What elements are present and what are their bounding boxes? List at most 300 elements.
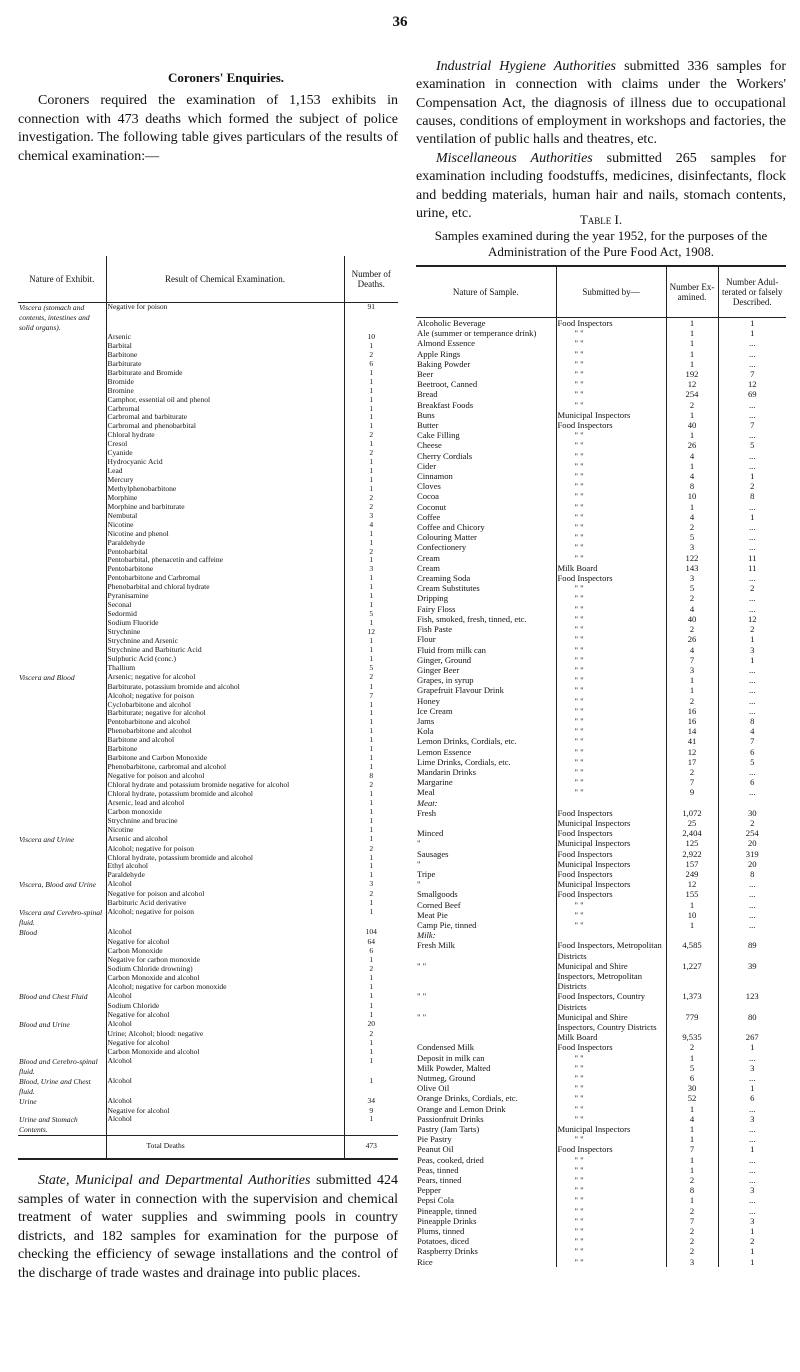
- table-row: [18, 1039, 398, 1048]
- table-row: [18, 947, 398, 956]
- deaths-cell: 1: [344, 899, 398, 908]
- deaths-cell: 5: [344, 610, 398, 619]
- table-row: [416, 430, 786, 440]
- submitted-cell: " ": [556, 1093, 666, 1103]
- table-row: [18, 512, 398, 521]
- examined-cell: 10: [666, 491, 718, 501]
- sample-cell: Flour: [417, 634, 436, 645]
- adulterated-cell: ...: [718, 573, 786, 583]
- sample-cell: Almond Essence: [417, 338, 475, 349]
- exhibit-cell: [18, 610, 106, 619]
- table-row: [18, 556, 398, 565]
- adulterated-cell: ...: [718, 604, 786, 614]
- sample-cell: Coffee: [417, 511, 441, 522]
- adulterated-cell: ...: [718, 502, 786, 512]
- examined-cell: 1: [666, 318, 718, 329]
- table-row: [18, 1107, 398, 1116]
- exhibit-cell: [18, 1107, 106, 1116]
- table-row: [416, 879, 786, 889]
- sample-cell: Cinnamon: [417, 471, 453, 482]
- deaths-cell: 1: [344, 467, 398, 476]
- sample-cell: Grapes, in syrup: [417, 675, 474, 686]
- examined-cell: 2: [666, 1175, 718, 1185]
- exhibit-cell: [18, 709, 106, 718]
- table-row: [416, 1236, 786, 1246]
- result-cell: Pentobarbitone: [106, 565, 344, 574]
- adulterated-cell: 1: [718, 1083, 786, 1093]
- submitted-cell: Food Inspectors: [556, 889, 666, 899]
- submitted-cell: Food Inspectors: [556, 808, 666, 818]
- submitted-cell: " ": [556, 451, 666, 461]
- table-row: [18, 1057, 398, 1077]
- result-cell: Alcohol; negative for poison: [106, 845, 344, 854]
- table-row: [416, 838, 786, 848]
- sample-cell: Jams: [417, 715, 435, 726]
- col-adulterated-header: Number Adul-terated or falsely Described.: [718, 266, 786, 318]
- submitted-cell: " ": [556, 696, 666, 706]
- adulterated-cell: 69: [718, 389, 786, 399]
- table-row: [416, 1083, 786, 1093]
- result-cell: Alcohol: [106, 1115, 344, 1136]
- table-row: [416, 542, 786, 552]
- submitted-cell: Municipal Inspectors: [556, 859, 666, 869]
- adulterated-cell: ...: [718, 767, 786, 777]
- adulterated-cell: ...: [718, 1206, 786, 1216]
- examined-cell: 12: [666, 879, 718, 889]
- exhibit-cell: [18, 431, 106, 440]
- deaths-cell: 2: [344, 845, 398, 854]
- industrial-title: Industrial Hygiene Authorities: [436, 59, 617, 74]
- exhibit-cell: [18, 494, 106, 503]
- submitted-cell: " ": [556, 593, 666, 603]
- table-row: [416, 389, 786, 399]
- deaths-cell: 1: [344, 745, 398, 754]
- examined-cell: 143: [666, 563, 718, 573]
- exhibit-cell: [18, 655, 106, 664]
- result-cell: Chloral hydrate and potassium bromide negative for alcohol: [106, 781, 344, 790]
- submitted-cell: Food Inspectors: [556, 869, 666, 879]
- exhibit-cell: Viscera and Cerebro-spinal fluid.: [19, 908, 103, 928]
- sample-cell: Lemon Drinks, Cordials, etc.: [417, 736, 517, 747]
- sample-cell: Fish, smoked, fresh, tinned, etc.: [417, 613, 527, 624]
- deaths-cell: 1: [344, 754, 398, 763]
- adulterated-cell: ...: [718, 410, 786, 420]
- table-row: [18, 928, 398, 938]
- deaths-cell: 1: [344, 619, 398, 628]
- result-cell: Sedormid: [106, 610, 344, 619]
- submitted-cell: [556, 798, 666, 808]
- adulterated-cell: 8: [718, 869, 786, 879]
- adulterated-cell: 11: [718, 553, 786, 563]
- table-row: [416, 1226, 786, 1236]
- table-row: [18, 790, 398, 799]
- sample-cell: Cherry Cordials: [417, 450, 473, 461]
- examined-cell: 254: [666, 389, 718, 399]
- sample-cell: Butter: [417, 420, 439, 431]
- examined-cell: 1: [666, 685, 718, 695]
- table-row: [18, 709, 398, 718]
- result-cell: Seconal: [106, 601, 344, 610]
- table-row: [18, 342, 398, 351]
- sample-cell: Olive Oil: [417, 1083, 450, 1094]
- adulterated-cell: 5: [718, 440, 786, 450]
- table-row: [416, 665, 786, 675]
- adulterated-cell: 12: [718, 379, 786, 389]
- adulterated-cell: ...: [718, 665, 786, 675]
- examined-cell: 14: [666, 726, 718, 736]
- examined-cell: 7: [666, 1144, 718, 1154]
- table-row: [416, 624, 786, 634]
- table-row: [416, 787, 786, 797]
- table-row: [18, 601, 398, 610]
- exhibit-cell: [18, 503, 106, 512]
- submitted-cell: " ": [556, 512, 666, 522]
- table-row: [416, 920, 786, 930]
- deaths-cell: 1: [344, 992, 398, 1002]
- table-row: [416, 502, 786, 512]
- table-row: [18, 628, 398, 637]
- result-cell: Carbromal: [106, 405, 344, 414]
- result-cell: Phenobarbitone and alcohol: [106, 727, 344, 736]
- exhibit-cell: [18, 378, 106, 387]
- examined-cell: 1: [666, 1053, 718, 1063]
- adulterated-cell: ...: [718, 685, 786, 695]
- exhibit-cell: Viscera, Blood and Urine: [19, 880, 96, 890]
- examined-cell: 6: [666, 1073, 718, 1083]
- result-cell: Negative for poison and alcohol: [106, 890, 344, 899]
- examined-cell: 7: [666, 655, 718, 665]
- table-row: [18, 664, 398, 673]
- adulterated-cell: 30: [718, 808, 786, 818]
- table-row: [416, 410, 786, 420]
- deaths-cell: 2: [344, 449, 398, 458]
- table-row: [416, 736, 786, 746]
- exhibit-cell: [18, 646, 106, 655]
- table-row: [18, 826, 398, 835]
- deaths-cell: 1: [344, 646, 398, 655]
- sample-cell: Pineapple Drinks: [417, 1215, 477, 1226]
- deaths-cell: 1: [344, 808, 398, 817]
- table-row: [18, 619, 398, 628]
- table-row: [416, 1165, 786, 1175]
- exhibit-cell: [18, 405, 106, 414]
- adulterated-cell: ...: [718, 593, 786, 603]
- submitted-cell: " ": [556, 910, 666, 920]
- deaths-cell: 1: [344, 701, 398, 710]
- result-cell: Alcohol: [106, 992, 344, 1002]
- adulterated-cell: 6: [718, 777, 786, 787]
- table-row: [416, 634, 786, 644]
- submitted-cell: Municipal Inspectors: [556, 818, 666, 828]
- exhibit-cell: [18, 808, 106, 817]
- deaths-cell: 2: [344, 890, 398, 899]
- result-cell: Nicotine: [106, 521, 344, 530]
- adulterated-cell: 39: [718, 961, 786, 992]
- table-row: [416, 991, 786, 1011]
- table-row: [416, 940, 786, 960]
- table-row: [18, 467, 398, 476]
- sample-cell: Milk Powder, Malted: [417, 1062, 491, 1073]
- submitted-cell: Food Inspectors, Metropolitan Districts: [556, 940, 666, 960]
- submitted-cell: " ": [556, 502, 666, 512]
- exhibit-cell: [18, 854, 106, 863]
- examined-cell: 9,535: [666, 1032, 718, 1042]
- examined-cell: 1: [666, 410, 718, 420]
- deaths-cell: 1: [344, 458, 398, 467]
- examined-cell: 3: [666, 665, 718, 675]
- exhibit-cell: [18, 628, 106, 637]
- table-row: [416, 1246, 786, 1256]
- result-cell: Chloral hydrate, potassium bromide and alcohol: [106, 790, 344, 799]
- table-row: [18, 871, 398, 880]
- misc-title: Miscellaneous Authorities: [436, 151, 593, 166]
- adulterated-cell: 1: [718, 318, 786, 329]
- table-row: [416, 522, 786, 532]
- table-row: [416, 757, 786, 767]
- sample-cell: Fish Paste: [417, 624, 453, 635]
- examined-cell: 1: [666, 900, 718, 910]
- table-row: [18, 449, 398, 458]
- examined-cell: 40: [666, 614, 718, 624]
- table-row: [18, 476, 398, 485]
- sample-cell: Deposit in milk can: [417, 1052, 485, 1063]
- sample-cell: Colouring Matter: [417, 532, 477, 543]
- table-row: [416, 1063, 786, 1073]
- result-cell: Pyranisamine: [106, 592, 344, 601]
- table-row: [416, 747, 786, 757]
- misc-text: submitted 265 samples for examination including foodstuffs, medicines, disinfectants, flock and bedding materials, human hair and nails, stomach contents, urine, etc.: [416, 151, 786, 221]
- submitted-cell: Milk Board: [556, 563, 666, 573]
- table-row: [416, 1155, 786, 1165]
- sample-cell: " ": [417, 1011, 427, 1022]
- table-row: [416, 961, 786, 992]
- exhibit-cell: [18, 583, 106, 592]
- table-row: [416, 767, 786, 777]
- examined-cell: 1: [666, 338, 718, 348]
- examined-cell: 16: [666, 706, 718, 716]
- table-row: [416, 828, 786, 838]
- exhibit-cell: [18, 745, 106, 754]
- sample-cell: Ginger, Ground: [417, 654, 472, 665]
- deaths-cell: 1: [344, 862, 398, 871]
- sample-cell: Bread: [417, 389, 438, 400]
- examined-cell: 16: [666, 716, 718, 726]
- adulterated-cell: 2: [718, 818, 786, 828]
- submitted-cell: " ": [556, 1114, 666, 1124]
- examined-cell: 2: [666, 400, 718, 410]
- coroners-table: [18, 256, 398, 1160]
- examined-cell: 2: [666, 1236, 718, 1246]
- table-row: [18, 817, 398, 826]
- sample-cell: Pears, tinned: [417, 1175, 462, 1186]
- table-row: [416, 328, 786, 338]
- deaths-cell: 1: [344, 378, 398, 387]
- examined-cell: 1: [666, 1195, 718, 1205]
- exhibit-cell: [18, 763, 106, 772]
- deaths-cell: 1: [344, 556, 398, 565]
- submitted-cell: " ": [556, 328, 666, 338]
- exhibit-cell: Viscera and Urine: [19, 834, 75, 844]
- sample-cell: Condensed Milk: [417, 1042, 475, 1053]
- submitted-cell: " ": [556, 675, 666, 685]
- table-row: [18, 908, 398, 928]
- table-row: [18, 369, 398, 378]
- table-row: [18, 718, 398, 727]
- submitted-cell: Food Inspectors: [556, 318, 666, 329]
- result-cell: Alcohol: [106, 880, 344, 890]
- adulterated-cell: ...: [718, 1073, 786, 1083]
- exhibit-cell: [18, 539, 106, 548]
- table-row: [18, 772, 398, 781]
- sample-cell: Alcoholic Beverage: [417, 318, 486, 328]
- submitted-cell: " ": [556, 604, 666, 614]
- submitted-cell: " ": [556, 522, 666, 532]
- exhibit-cell: [18, 736, 106, 745]
- table-row: [18, 521, 398, 530]
- col-submitted-header: Submitted by—: [556, 266, 666, 318]
- submitted-cell: " ": [556, 920, 666, 930]
- deaths-cell: 1: [344, 342, 398, 351]
- submitted-cell: Food Inspectors: [556, 828, 666, 838]
- table-row: [18, 956, 398, 965]
- table-row: [416, 1093, 786, 1103]
- examined-cell: 1: [666, 328, 718, 338]
- sample-cell: Peanut Oil: [417, 1144, 454, 1155]
- table-row: [416, 614, 786, 624]
- examined-cell: 1: [666, 359, 718, 369]
- sample-cell: Honey: [417, 695, 440, 706]
- adulterated-cell: ...: [718, 787, 786, 797]
- adulterated-cell: 7: [718, 420, 786, 430]
- deaths-cell: 1: [344, 1002, 398, 1011]
- deaths-cell: 1: [344, 790, 398, 799]
- table-row: [18, 992, 398, 1002]
- examined-cell: 2: [666, 696, 718, 706]
- deaths-cell: 1: [344, 718, 398, 727]
- exhibit-cell: [18, 899, 106, 908]
- table-row: [416, 1032, 786, 1042]
- table-row: [416, 400, 786, 410]
- submitted-cell: Municipal Inspectors: [556, 1124, 666, 1134]
- adulterated-cell: 6: [718, 1093, 786, 1103]
- sample-cell: Passionfruit Drinks: [417, 1113, 484, 1124]
- submitted-cell: Food Inspectors: [556, 420, 666, 430]
- table-row: [416, 1195, 786, 1205]
- table-row: [18, 378, 398, 387]
- exhibit-cell: [18, 983, 106, 992]
- submitted-cell: " ": [556, 1246, 666, 1256]
- exhibit-cell: [18, 1039, 106, 1048]
- adulterated-cell: ...: [718, 1104, 786, 1114]
- exhibit-cell: [18, 1048, 106, 1057]
- total-row: [18, 1136, 398, 1160]
- exhibit-cell: [18, 845, 106, 854]
- sample-cell: Camp Pie, tinned: [417, 919, 477, 930]
- result-cell: Sodium Chloride: [106, 1002, 344, 1011]
- result-cell: Camphor, essential oil and phenol: [106, 396, 344, 405]
- table-row: [18, 736, 398, 745]
- table-row: [18, 745, 398, 754]
- submitted-cell: " ": [556, 777, 666, 787]
- deaths-cell: 1: [344, 583, 398, 592]
- examined-cell: 4: [666, 512, 718, 522]
- deaths-cell: 1: [344, 983, 398, 992]
- exhibit-cell: [18, 342, 106, 351]
- sample-cell: [416, 818, 556, 828]
- exhibit-cell: [18, 692, 106, 701]
- industrial-text: submitted 336 samples for examination in connection with claims under the Workers' Compensation Act, the diagnosis of illness due to occupational causes, conditions of employment in workshops and factories, the ventilation of public halls and theatres, etc.: [416, 59, 786, 148]
- result-cell: Arsenic and alcohol: [106, 835, 344, 845]
- sample-cell: Fresh Milk: [417, 940, 455, 951]
- industrial-paragraph: [416, 58, 786, 149]
- adulterated-cell: 1: [718, 655, 786, 665]
- result-cell: Barbituric Acid derivative: [106, 899, 344, 908]
- exhibit-cell: [18, 548, 106, 557]
- result-cell: Strychnine and Arsenic: [106, 637, 344, 646]
- table-row: [18, 673, 398, 683]
- deaths-cell: 2: [344, 1030, 398, 1039]
- table-row: [18, 422, 398, 431]
- sample-cell: Ale (summer or temperance drink): [417, 328, 537, 339]
- table-row: [18, 565, 398, 574]
- adulterated-cell: ...: [718, 1155, 786, 1165]
- result-cell: Morphine: [106, 494, 344, 503]
- examined-cell: 8: [666, 481, 718, 491]
- examined-cell: 1: [666, 1165, 718, 1175]
- result-cell: Negative for carbon monoxide: [106, 956, 344, 965]
- result-cell: Negative for alcohol: [106, 1039, 344, 1048]
- examined-cell: 3: [666, 1257, 718, 1267]
- examined-cell: 2: [666, 1246, 718, 1256]
- total-spacer: [18, 1136, 106, 1160]
- result-cell: Barbiturate and Bromide: [106, 369, 344, 378]
- adulterated-cell: ...: [718, 532, 786, 542]
- table-row: [416, 910, 786, 920]
- result-cell: Strychnine and Barbituric Acid: [106, 646, 344, 655]
- result-cell: Pentobarbitone and alcohol: [106, 718, 344, 727]
- result-cell: Pentobarbital, phenacetin and caffeine: [106, 556, 344, 565]
- table-row: [416, 900, 786, 910]
- table-row: [416, 1175, 786, 1185]
- examined-cell: 2,922: [666, 849, 718, 859]
- table-row: [416, 706, 786, 716]
- table-row: [416, 573, 786, 583]
- deaths-cell: 91: [344, 303, 398, 334]
- exhibit-cell: Viscera and Blood: [19, 672, 75, 682]
- submitted-cell: Milk Board: [556, 1032, 666, 1042]
- deaths-cell: 1: [344, 974, 398, 983]
- examined-cell: 4: [666, 1114, 718, 1124]
- deaths-cell: 2: [344, 781, 398, 790]
- sample-cell: Baking Powder: [417, 358, 471, 369]
- examined-cell: 8: [666, 1185, 718, 1195]
- table-row: [18, 835, 398, 845]
- sample-cell: Smallgoods: [417, 889, 458, 900]
- submitted-cell: " ": [556, 1257, 666, 1267]
- sample-cell: Meat:: [417, 797, 438, 808]
- submitted-cell: " ": [556, 1175, 666, 1185]
- sample-cell: Grapefruit Flavour Drink: [417, 685, 504, 696]
- exhibit-cell: Viscera (stomach and contents, intestines and solid organs).: [19, 303, 90, 332]
- deaths-cell: 1: [344, 574, 398, 583]
- adulterated-cell: 1: [718, 634, 786, 644]
- result-cell: Cyclobarbitone and alcohol: [106, 701, 344, 710]
- adulterated-cell: 1: [718, 1144, 786, 1154]
- adulterated-cell: 8: [718, 491, 786, 501]
- submitted-cell: " ": [556, 440, 666, 450]
- deaths-cell: 7: [344, 692, 398, 701]
- adulterated-cell: 1: [718, 1257, 786, 1267]
